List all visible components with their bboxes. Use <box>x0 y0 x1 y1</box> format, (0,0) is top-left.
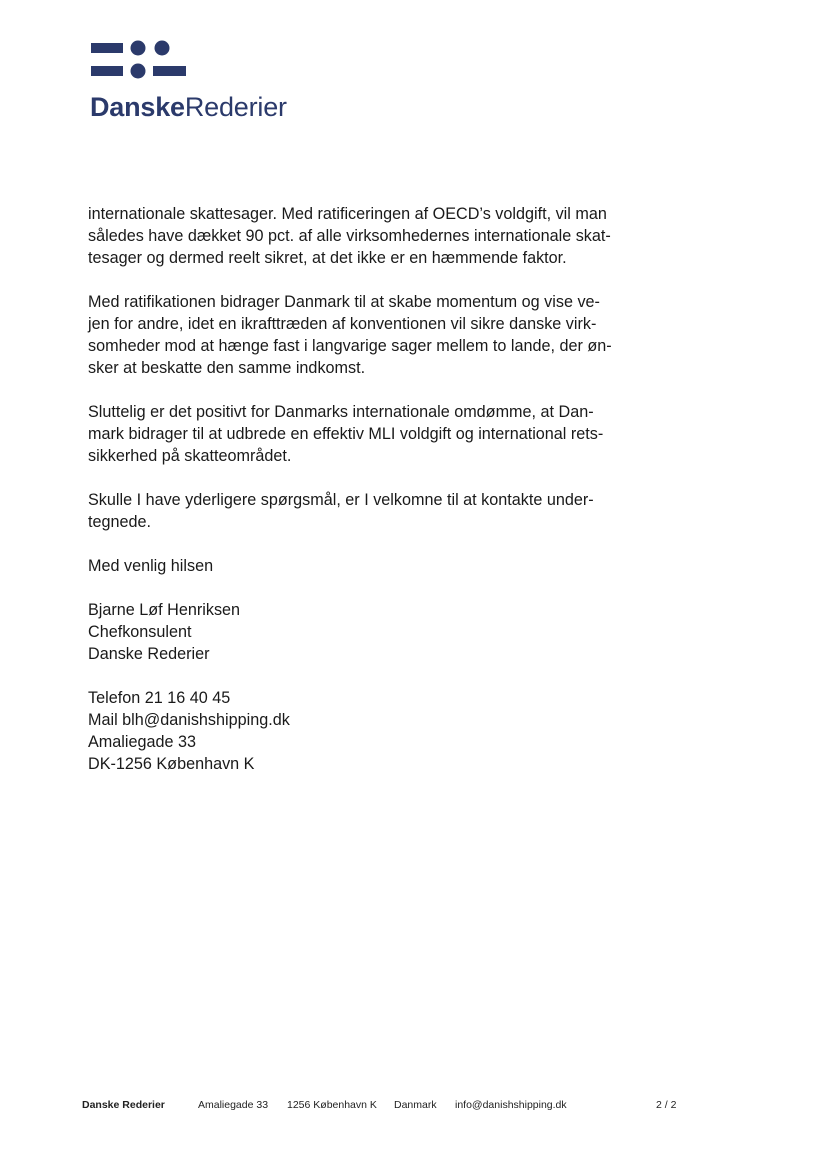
contact-city: DK-1256 København K <box>88 755 255 773</box>
text-line: jen for andre, idet en ikrafttræden af konventionen vil sikre danske virk- <box>88 315 597 333</box>
footer-company: Danske Rederier <box>82 1099 165 1111</box>
text-line: således have dækket 90 pct. af alle virksomhedernes internationale skat- <box>88 227 611 245</box>
text-line: sker at beskatte den samme indkomst. <box>88 359 366 377</box>
contact-phone: Telefon 21 16 40 45 <box>88 689 231 707</box>
page-number: 2 / 2 <box>656 1099 677 1111</box>
contact-street: Amaliegade 33 <box>88 733 196 751</box>
footer-country: Danmark <box>394 1099 437 1111</box>
signature-company: Danske Rederier <box>88 645 210 663</box>
text-line: tegnede. <box>88 513 152 531</box>
logo-icon <box>91 40 191 80</box>
signature-title: Chefkonsulent <box>88 623 192 641</box>
text-line: Med ratifikationen bidrager Danmark til at skabe momentum og vise ve- <box>88 293 600 311</box>
letter-body <box>88 203 648 797</box>
logo-bold-text: Danske <box>90 92 185 122</box>
text-line: internationale skattesager. Med ratificeringen af OECD’s voldgift, vil man <box>88 205 607 223</box>
logo-wordmark <box>90 92 287 123</box>
closing-text: Med venlig hilsen <box>88 557 214 575</box>
paragraph-1 <box>88 203 648 269</box>
footer-address: Amaliegade 33 <box>198 1099 269 1111</box>
signature-name: Bjarne Løf Henriksen <box>88 601 241 619</box>
text-line: mark bidrager til at udbrede en effektiv MLI voldgift og international rets- <box>88 425 604 443</box>
paragraph-2 <box>88 291 648 379</box>
footer-city: 1256 København K <box>287 1099 377 1111</box>
paragraph-3 <box>88 401 648 467</box>
text-line: Sluttelig er det positivt for Danmarks internationale omdømme, at Dan- <box>88 403 594 421</box>
paragraph-4 <box>88 489 648 533</box>
signature-block <box>88 599 648 665</box>
closing <box>88 555 648 577</box>
contact-block <box>88 687 648 775</box>
logo-regular-text: Rederier <box>184 92 287 122</box>
contact-mail: Mail blh@danishshipping.dk <box>88 711 290 729</box>
text-line: tesager og dermed reelt sikret, at det ikke er en hæmmende faktor. <box>88 249 567 267</box>
footer-email: info@danishshipping.dk <box>455 1099 567 1111</box>
text-line: Skulle I have yderligere spørgsmål, er I velkomne til at kontakte under- <box>88 491 594 509</box>
text-line: sikkerhed på skatteområdet. <box>88 447 292 465</box>
text-line: somheder mod at hænge fast i langvarige sager mellem to lande, der øn- <box>88 337 612 355</box>
